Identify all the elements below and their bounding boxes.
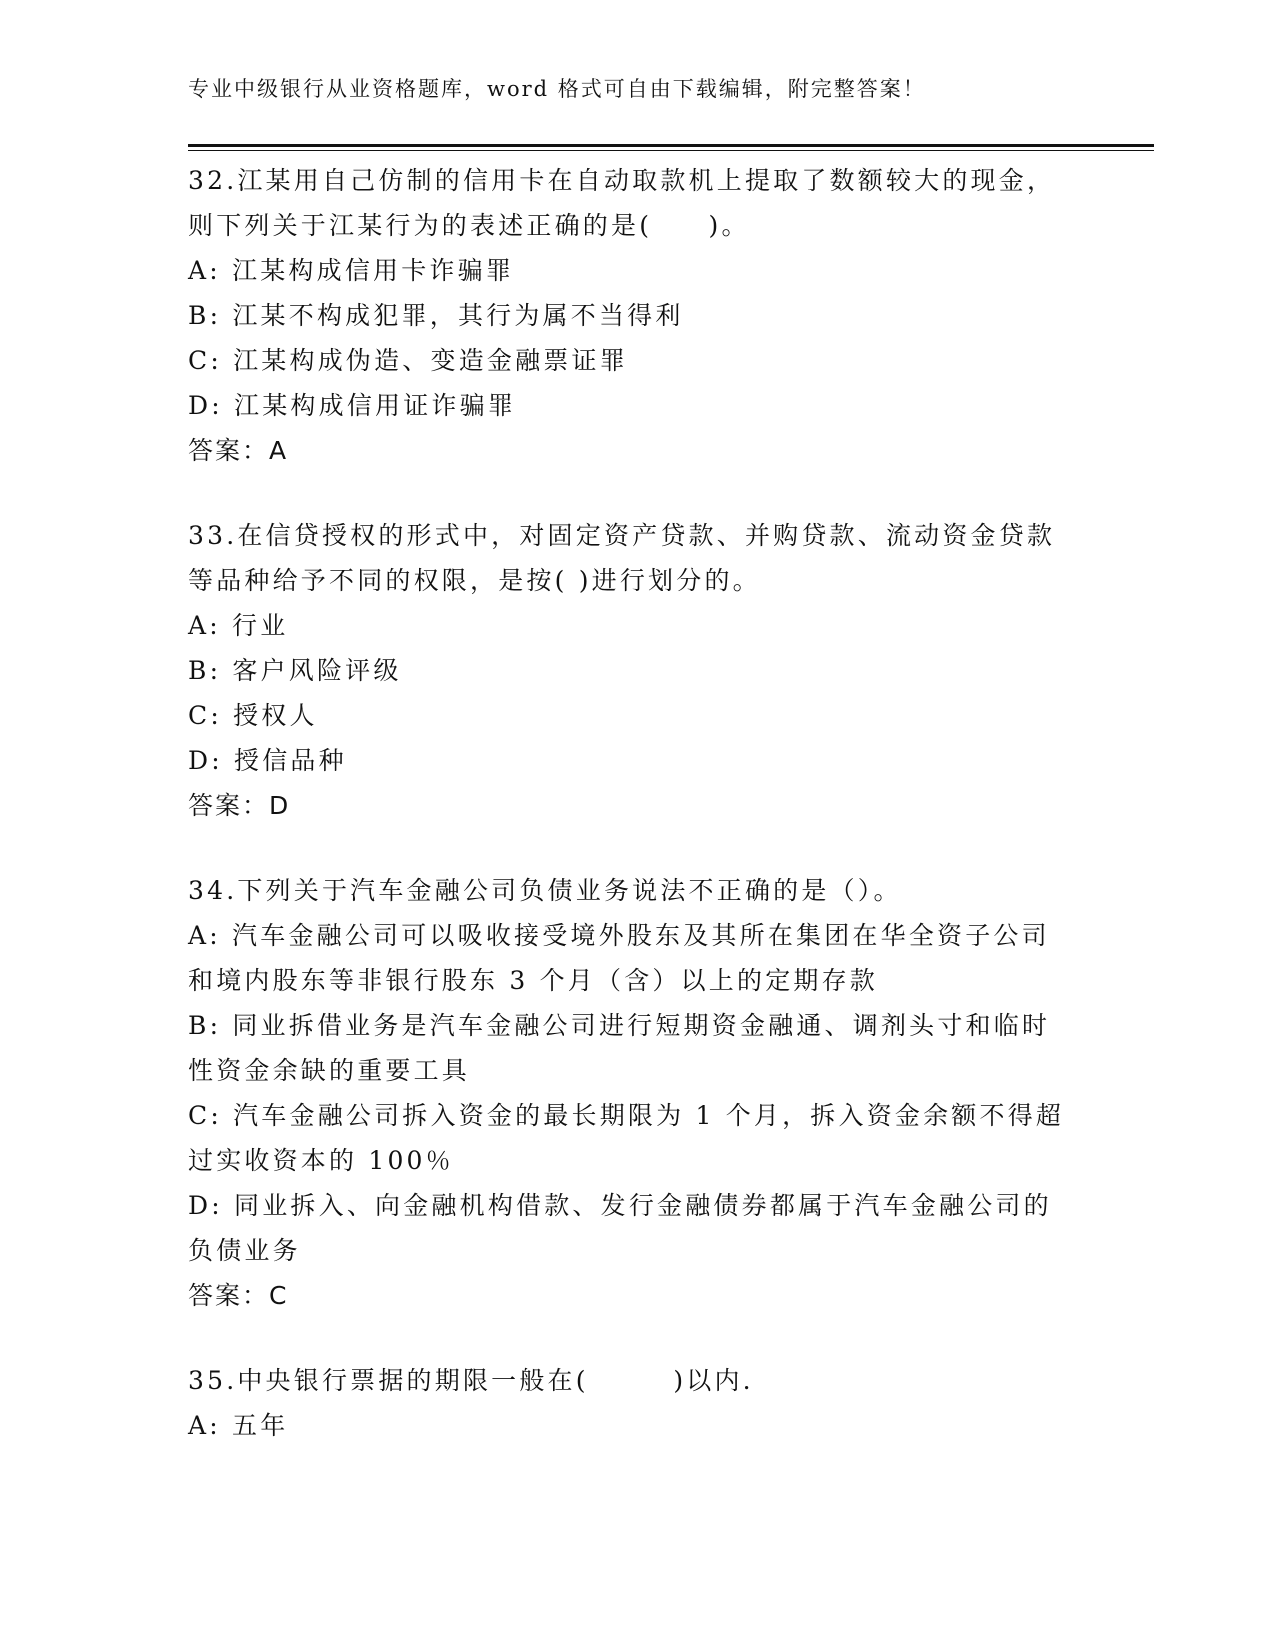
option-c-continued: 过实收资本的 100％ — [188, 1146, 454, 1175]
option-a: A: 五年 — [188, 1411, 289, 1440]
question-stem-line: 则下列关于江某行为的表述正确的是( )。 — [188, 211, 750, 240]
question-stem-line: 34.下列关于汽车金融公司负债业务说法不正确的是（）。 — [188, 876, 902, 905]
question-stem-line: 33.在信贷授权的形式中，对固定资产贷款、并购贷款、流动资金贷款 — [188, 521, 1056, 550]
header-rule-thin — [188, 150, 1154, 151]
question-33 — [188, 513, 1088, 828]
option-d: D: 授信品种 — [188, 746, 347, 775]
option-b: B: 江某不构成犯罪，其行为属不当得利 — [188, 301, 684, 330]
question-stem-line: 35.中央银行票据的期限一般在( )以内. — [188, 1366, 754, 1395]
option-b-continued: 性资金余缺的重要工具 — [188, 1056, 471, 1085]
option-a: A: 行业 — [188, 611, 289, 640]
header-rule-thick — [188, 144, 1154, 147]
option-a: A: 汽车金融公司可以吸收接受境外股东及其所在集团在华全资子公司 — [188, 921, 1050, 950]
answer-label: 答案：C — [188, 1281, 289, 1310]
answer-label: 答案：A — [188, 436, 289, 465]
option-d: D: 江某构成信用证诈骗罪 — [188, 391, 517, 420]
option-b: B: 客户风险评级 — [188, 656, 402, 685]
page-header: 专业中级银行从业资格题库，word 格式可自由下载编辑，附完整答案！ — [188, 77, 926, 101]
question-list — [188, 158, 1088, 1488]
question-34 — [188, 868, 1088, 1318]
option-d: D: 同业拆入、向金融机构借款、发行金融债券都属于汽车金融公司的 — [188, 1191, 1052, 1220]
option-d-continued: 负债业务 — [188, 1236, 301, 1265]
question-stem-line: 32.江某用自己仿制的信用卡在自动取款机上提取了数额较大的现金， — [188, 166, 1056, 195]
option-c: C: 授权人 — [188, 701, 318, 730]
question-stem-line: 等品种给予不同的权限，是按( )进行划分的。 — [188, 566, 761, 595]
option-a-continued: 和境内股东等非银行股东 3 个月（含）以上的定期存款 — [188, 966, 879, 995]
option-c: C: 汽车金融公司拆入资金的最长期限为 1 个月，拆入资金余额不得超 — [188, 1101, 1065, 1130]
answer-label: 答案：D — [188, 791, 291, 820]
question-35 — [188, 1358, 1088, 1448]
question-32 — [188, 158, 1088, 473]
option-c: C: 江某构成伪造、变造金融票证罪 — [188, 346, 628, 375]
option-a: A: 江某构成信用卡诈骗罪 — [188, 256, 515, 285]
option-b: B: 同业拆借业务是汽车金融公司进行短期资金融通、调剂头寸和临时 — [188, 1011, 1051, 1040]
